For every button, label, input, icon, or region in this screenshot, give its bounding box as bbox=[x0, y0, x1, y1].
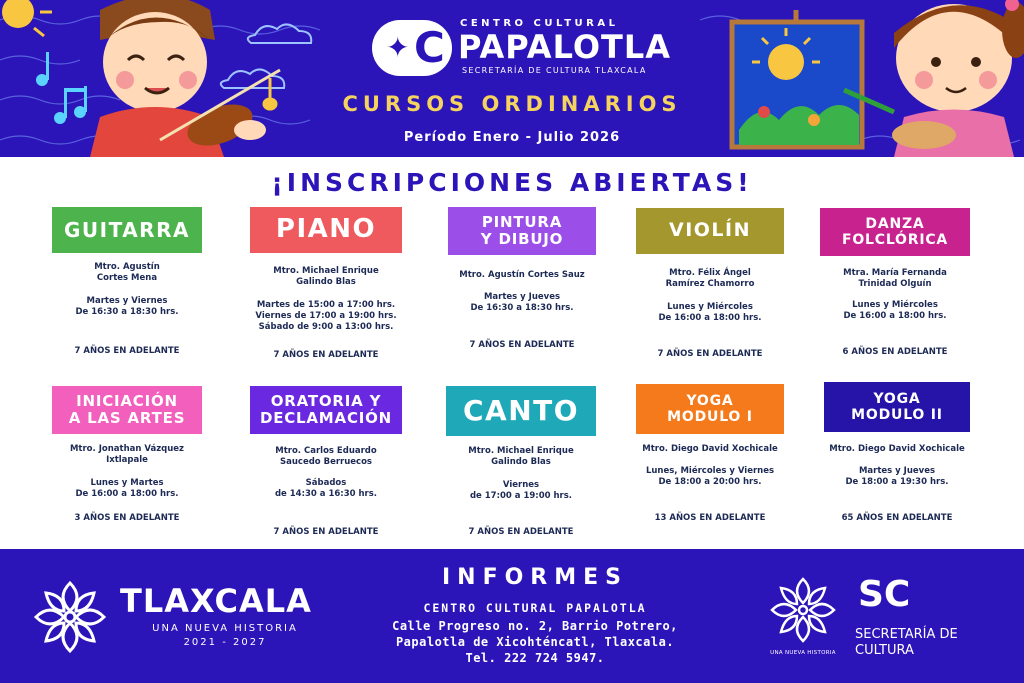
sc-line2: CULTURA bbox=[855, 643, 914, 658]
flower-emblem-icon bbox=[30, 577, 110, 657]
sc-logo-text: SC bbox=[858, 574, 911, 615]
tlaxcala-years: 2021 - 2027 bbox=[183, 637, 267, 648]
course-age: 7 AÑOS EN ADELANTE bbox=[273, 350, 379, 360]
course-teacher: Mtro. Agustín Cortes Sauz bbox=[459, 270, 585, 280]
course-teacher: Mtro. Michael Enrique Galindo Blas bbox=[273, 266, 379, 288]
sc-flower-emblem-icon bbox=[768, 575, 838, 645]
course-schedule: Martes y Viernes De 16:30 a 18:30 hrs. bbox=[75, 296, 179, 318]
course-name-canto: CANTO bbox=[446, 386, 596, 436]
course-age: 7 AÑOS EN ADELANTE bbox=[74, 346, 180, 356]
course-teacher: Mtro. Félix Ángel Ramírez Chamorro bbox=[665, 268, 755, 290]
course-name-danza-folclorica: DANZA FOLCLÓRICA bbox=[820, 208, 970, 256]
course-name-yoga-modulo-i: YOGA MODULO I bbox=[636, 384, 784, 434]
informes-address-line1: Calle Progreso no. 2, Barrio Potrero, bbox=[392, 619, 678, 633]
course-age: 7 AÑOS EN ADELANTE bbox=[273, 527, 379, 537]
course-schedule: Viernes de 17:00 a 19:00 hrs. bbox=[469, 480, 573, 502]
course-name-pintura-y-dibujo: PINTURA Y DIBUJO bbox=[448, 207, 596, 255]
course-schedule: Lunes, Miércoles y Viernes De 18:00 a 20:00 hrs. bbox=[645, 466, 775, 488]
course-name-guitarra: GUITARRA bbox=[52, 207, 202, 253]
course-schedule: Lunes y Miércoles De 16:00 a 18:00 hrs. bbox=[658, 302, 762, 324]
course-age: 6 AÑOS EN ADELANTE bbox=[842, 347, 948, 357]
course-schedule: Martes y Jueves De 18:00 a 19:30 hrs. bbox=[845, 466, 949, 488]
inscripciones-title: ¡INSCRIPCIONES ABIERTAS! bbox=[271, 168, 753, 197]
course-age: 65 AÑOS EN ADELANTE bbox=[841, 513, 953, 523]
course-name-violin: VIOLÍN bbox=[636, 208, 784, 254]
course-teacher: Mtro. Diego David Xochicale bbox=[829, 444, 965, 454]
course-teacher: Mtro. Michael Enrique Galindo Blas bbox=[468, 446, 574, 468]
course-name-oratoria-y-declamacion: ORATORIA Y DECLAMACIÓN bbox=[250, 386, 402, 434]
informes-address-line2: Papalotla de Xicohténcatl, Tlaxcala. bbox=[395, 635, 675, 649]
course-teacher: Mtro. Diego David Xochicale bbox=[642, 444, 778, 454]
course-teacher: Mtro. Agustín Cortes Mena bbox=[94, 262, 160, 284]
course-age: 7 AÑOS EN ADELANTE bbox=[468, 527, 574, 537]
course-age: 13 AÑOS EN ADELANTE bbox=[654, 513, 766, 523]
course-schedule: Martes de 15:00 a 17:00 hrs. Viernes de 17:00 a 19:00 hrs. Sábado de 9:00 a 13:00 hrs. bbox=[255, 300, 397, 333]
course-name-iniciacion-a-las-artes: INICIACIÓN A LAS ARTES bbox=[52, 386, 202, 434]
informes-title: INFORMES bbox=[441, 565, 629, 590]
course-schedule: Martes y Jueves De 16:30 a 18:30 hrs. bbox=[470, 292, 574, 314]
sc-slogan: UNA NUEVA HISTORIA bbox=[770, 650, 836, 656]
course-age: 7 AÑOS EN ADELANTE bbox=[469, 340, 575, 350]
logo-top-text: CENTRO CULTURAL bbox=[460, 18, 619, 29]
course-name-piano: PIANO bbox=[250, 207, 402, 253]
informes-phone: Tel. 222 724 5947. bbox=[465, 651, 605, 665]
tlaxcala-name: TLAXCALA bbox=[120, 582, 312, 620]
informes-centro: CENTRO CULTURAL PAPALOTLA bbox=[423, 601, 647, 615]
course-name-yoga-modulo-ii: YOGA MODULO II bbox=[824, 382, 970, 432]
course-teacher: Mtra. María Fernanda Trinidad Olguín bbox=[843, 268, 947, 290]
course-schedule: Lunes y Miércoles De 16:00 a 18:00 hrs. bbox=[843, 300, 947, 322]
sc-line1: SECRETARÍA DE bbox=[855, 627, 958, 642]
tlaxcala-slogan: UNA NUEVA HISTORIA bbox=[152, 623, 298, 634]
logo-subtitle: SECRETARÍA DE CULTURA TLAXCALA bbox=[462, 66, 647, 75]
course-teacher: Mtro. Carlos Eduardo Saucedo Berruecos bbox=[275, 446, 377, 468]
course-teacher: Mtro. Jonathan Vázquez Ixtlapale bbox=[69, 444, 185, 466]
cursos-heading: CURSOS ORDINARIOS bbox=[342, 92, 682, 116]
butterfly-logo-icon: ✦ bbox=[386, 31, 410, 64]
course-schedule: Lunes y Martes De 16:00 a 18:00 hrs. bbox=[75, 478, 179, 500]
course-schedule: Sábados de 14:30 a 16:30 hrs. bbox=[274, 478, 378, 500]
periodo-text: Período Enero - Julio 2026 bbox=[403, 130, 621, 145]
course-age: 7 AÑOS EN ADELANTE bbox=[657, 349, 763, 359]
logo-mark-letter: C bbox=[414, 23, 445, 72]
logo-name: PAPALOTLA bbox=[458, 28, 671, 66]
course-age: 3 AÑOS EN ADELANTE bbox=[74, 513, 180, 523]
footer-banner bbox=[0, 549, 1024, 683]
